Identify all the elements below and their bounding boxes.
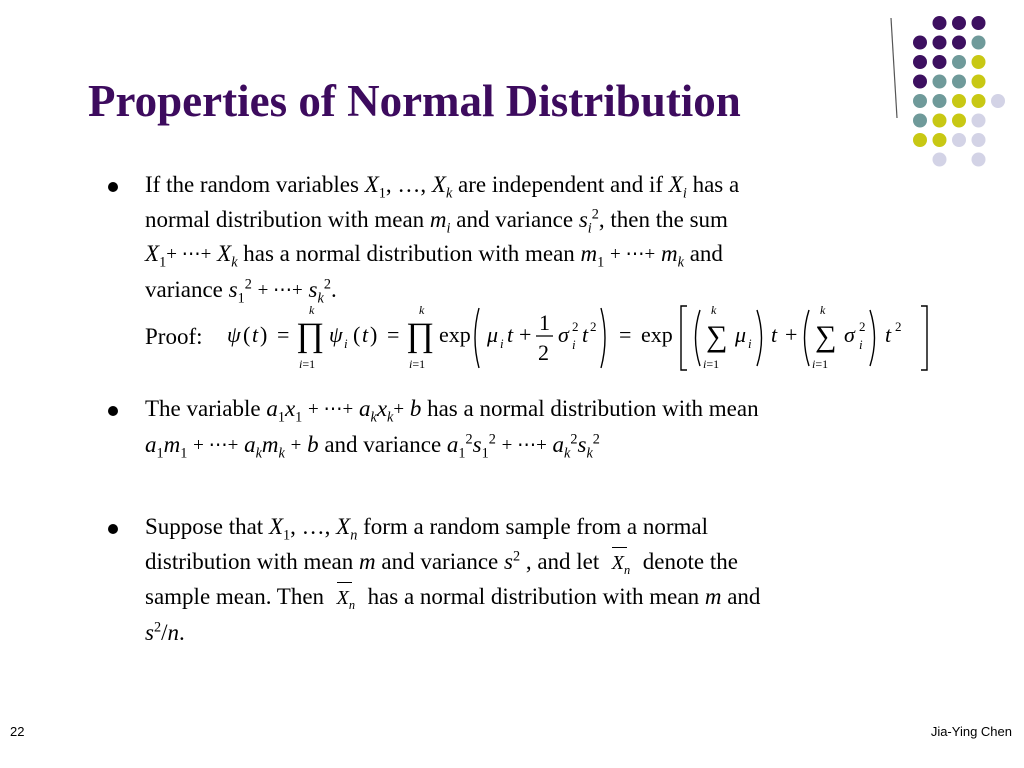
- bullet2-line2: $a_1m_1$ + ⋯+ $a_km_k + b$ and variance $a_1^2s_1^2$ + ⋯+ $a_k^2s_k^2$: [145, 430, 600, 462]
- decorative-dot: [952, 94, 966, 108]
- bullet1-line4: variance $s_1^2$ + ⋯+ $s_k^2$.: [145, 275, 337, 307]
- svg-text:∑: ∑: [815, 320, 837, 353]
- decorative-dot: [952, 16, 966, 30]
- svg-text:i: i: [500, 336, 504, 351]
- decorative-dot: [913, 36, 927, 50]
- svg-text:=: =: [387, 322, 400, 347]
- bullet-marker: [108, 406, 118, 416]
- decorative-dot: [972, 16, 986, 30]
- svg-text:i=1: i=1: [812, 357, 829, 371]
- decorative-dot: [913, 133, 927, 147]
- svg-text:exp: exp: [439, 322, 471, 347]
- svg-text:σ: σ: [558, 322, 569, 347]
- decorative-dot: [972, 36, 986, 50]
- decorative-dot: [952, 36, 966, 50]
- decorative-dot: [913, 75, 927, 89]
- sample-mean-symbol: $X_n$: [605, 546, 637, 581]
- bullet3-line2: distribution with mean m and variance $s^2$ , and let $X_n$ denote the: [145, 545, 760, 581]
- svg-text:ψ: ψ: [227, 322, 241, 347]
- svg-text:): ): [260, 322, 268, 347]
- svg-text:1: 1: [539, 310, 550, 335]
- decorative-dot: [972, 55, 986, 69]
- svg-text:2: 2: [538, 340, 549, 365]
- decorative-dot: [933, 36, 947, 50]
- svg-text:k: k: [820, 303, 826, 317]
- svg-text:exp: exp: [641, 322, 673, 347]
- bullet-marker: [108, 524, 118, 534]
- svg-text:=: =: [277, 322, 290, 347]
- bullet1-line3: $X_1+$ ⋯+ $X_k$ has a normal distribution with mean $m_1$ + ⋯+ $m_k$ and: [145, 241, 723, 271]
- svg-text:2: 2: [895, 319, 902, 334]
- decorative-dot: [933, 114, 947, 128]
- svg-text:∏: ∏: [406, 317, 434, 354]
- svg-text:ψ: ψ: [329, 322, 343, 347]
- bullet1-line2: normal distribution with mean $m_i$ and variance $s_i^2$, then the sum: [145, 205, 728, 237]
- decorative-dot: [952, 75, 966, 89]
- svg-text:k: k: [711, 303, 717, 317]
- decorative-dot: [913, 94, 927, 108]
- proof-formula: [225, 300, 935, 374]
- slide-number: 22: [10, 724, 25, 739]
- svg-text:i=1: i=1: [409, 357, 426, 371]
- svg-text:i: i: [572, 337, 576, 352]
- bullet-marker: [108, 182, 118, 192]
- sample-mean-symbol: $X_n$: [330, 581, 362, 616]
- svg-text:(: (: [243, 322, 251, 347]
- decorative-dot: [933, 153, 947, 167]
- decorative-dot: [972, 94, 986, 108]
- svg-text:t: t: [362, 322, 369, 347]
- bullet-sample-mean: [108, 510, 760, 650]
- decorative-dot: [913, 114, 927, 128]
- footer-author: Jia-Ying Chen: [930, 724, 1012, 739]
- decorative-dot: [933, 16, 947, 30]
- decorative-dot: [952, 114, 966, 128]
- svg-text:∑: ∑: [706, 320, 728, 353]
- svg-text:∏: ∏: [296, 317, 324, 354]
- svg-text:2: 2: [590, 319, 597, 334]
- svg-text:i: i: [344, 336, 348, 351]
- svg-text:2: 2: [859, 319, 866, 334]
- svg-text:μ: μ: [487, 322, 499, 347]
- svg-text:): ): [370, 322, 378, 347]
- bullet3-line4: $s^2/n$.: [145, 618, 185, 645]
- bullet-linear-combination: [108, 392, 759, 463]
- svg-text:t: t: [582, 322, 589, 347]
- decorative-dot: [972, 114, 986, 128]
- bullet3-line3: sample mean. Then $X_n$ has a normal distribution with mean m and: [145, 580, 760, 616]
- decorative-dot: [972, 75, 986, 89]
- svg-text:i=1: i=1: [299, 357, 316, 371]
- decorative-dot: [952, 133, 966, 147]
- svg-text:t: t: [771, 322, 778, 347]
- svg-text:μ: μ: [735, 322, 747, 347]
- bullet-sum-of-normals: [108, 168, 739, 308]
- svg-text:(: (: [353, 322, 361, 347]
- svg-text:+: +: [519, 322, 532, 347]
- decorative-dot: [952, 55, 966, 69]
- svg-text:i: i: [859, 337, 863, 352]
- decorative-dot: [972, 133, 986, 147]
- svg-text:=: =: [619, 322, 632, 347]
- decorative-dot: [933, 75, 947, 89]
- decorative-dot: [933, 133, 947, 147]
- decorative-dot: [913, 55, 927, 69]
- svg-text:k: k: [419, 303, 425, 317]
- svg-text:2: 2: [572, 319, 579, 334]
- bullet3-line1: Suppose that $X_1$, …, $X_n$ form a random sample from a normal: [145, 514, 708, 544]
- title-divider-line: [891, 18, 897, 118]
- decorative-dot: [933, 94, 947, 108]
- proof-label: Proof:: [145, 324, 203, 349]
- svg-text:t: t: [507, 322, 514, 347]
- svg-text:i: i: [748, 336, 752, 351]
- decorative-dot: [933, 55, 947, 69]
- svg-text:+: +: [785, 322, 798, 347]
- decorative-dot: [972, 153, 986, 167]
- svg-text:t: t: [885, 322, 892, 347]
- svg-text:σ: σ: [844, 322, 855, 347]
- svg-text:k: k: [309, 303, 315, 317]
- bullet1-line1: If the random variables $X_1$, …, $X_k$ are independent and if $X_i$ has a: [145, 172, 740, 202]
- slide-title: Properties of Normal Distribution: [88, 76, 741, 126]
- bullet2-line1: The variable $a_1x_1$ + ⋯+ $a_kx_k+ b$ has a normal distribution with mean: [145, 396, 759, 426]
- svg-text:t: t: [252, 322, 259, 347]
- svg-text:i=1: i=1: [703, 357, 720, 371]
- decorative-dot: [991, 94, 1005, 108]
